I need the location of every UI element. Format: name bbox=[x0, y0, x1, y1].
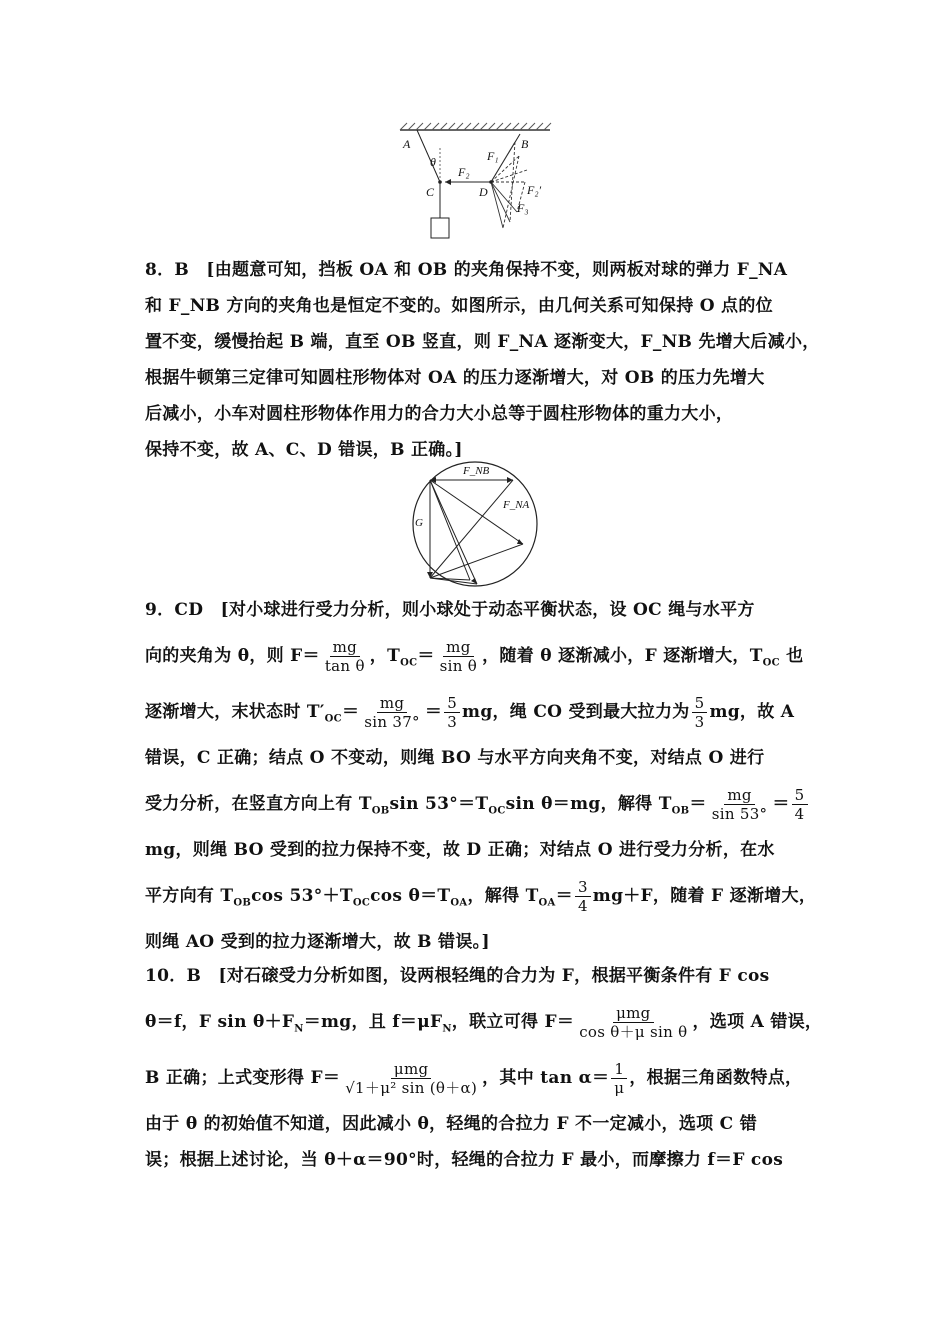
label-F2: F₂ bbox=[458, 165, 470, 179]
label-C: C bbox=[426, 185, 435, 199]
q10-line-1: 10．B [对石磙受力分析如图，设两根轻绳的合力为 F，根据平衡条件有 F cos bbox=[145, 966, 770, 986]
q9-line-2: 向的夹角为 θ，则 F＝ $\frac{mg}{\text{tan θ}}$ ，$T_{OC}=$ $\frac{mg}{\text{sin θ}}$ ，随着 θ 逐渐减小，F 逐渐增大，$T_{OC}$ 也 bbox=[145, 638, 804, 675]
label-F1: F₁ bbox=[487, 149, 499, 163]
frac-5-4: $\frac{5}{4}$ bbox=[792, 786, 808, 823]
figure-circle-forces bbox=[405, 460, 545, 590]
q8-line-4: 根据牛顿第三定律可知圆柱形物体对 OA 的压力逐渐增大，对 OB 的压力先增大 bbox=[145, 368, 765, 388]
label-F3: F₃ bbox=[517, 201, 529, 215]
frac-mg-sin37: $\frac{mg}{\sin 37^\circ}$ bbox=[364, 694, 420, 731]
label-B: B bbox=[521, 137, 529, 151]
q9-line-1: 9．CD [对小球进行受力分析，则小球处于动态平衡状态，设 OC 绳与水平方 bbox=[145, 600, 755, 620]
q10-line-3: B 正确；上式变形得 F＝ $\frac{\text{μmg}}{\text{√1＋μ² sin (θ＋α)}}$ ，其中 tan α＝ $\frac{1}{\mu}$ ，根据三角函数特点， bbox=[145, 1060, 803, 1097]
q9-line-8: 则绳 AO 受到的拉力逐渐增大，故 B 错误。] bbox=[145, 932, 490, 952]
label-G: G bbox=[415, 517, 423, 529]
q9-line-3: 逐渐增大，末状态时 $T'_{OC}=$ $\frac{mg}{\sin 37^\circ}$ ＝ $\frac{5}{3}$ mg，绳 CO 受到最大拉力为 $\frac{5}{3}$ mg，故 A bbox=[145, 694, 795, 731]
q9-line-4: 错误，C 正确；结点 O 不变动，则绳 BO 与水平方向夹角不变，对结点 O 进行 bbox=[145, 748, 765, 768]
frac-mg-tan: $\frac{mg}{\text{tan θ}}$ bbox=[324, 638, 365, 675]
frac-5-3: $\frac{5}{3}$ bbox=[444, 694, 460, 731]
q10-line-2: θ＝f，F $\sin \theta+F_N=mg$，且 $f=\mu F_N$，联立可得 F＝ $\frac{\text{μmg}}{\text{cos θ＋μ sin θ}}$ ，选项 A 错误， bbox=[145, 1004, 823, 1041]
answer-9 bbox=[145, 592, 817, 960]
q8-line-2: 和 F_NB 方向的夹角也是恒定不变的。如图所示，由几何关系可知保持 O 点的位 bbox=[145, 296, 773, 316]
q9-line-5: 受力分析，在竖直方向上有 $T_{OB}\sin$ $53^\circ=T_{OC}\sin$ θ＝mg，解得 $T_{OB}=$ $\frac{mg}{\sin 53^\circ}$ ＝ $\frac{5}{4}$ bbox=[145, 776, 809, 832]
label-FNB: F_NB bbox=[463, 465, 490, 477]
frac-1-mu: $\frac{1}{\mu}$ bbox=[611, 1060, 627, 1097]
frac-mg-sin53: $\frac{mg}{\sin 53^\circ}$ bbox=[711, 786, 768, 823]
q9-line-7: 平方向有 $T_{OB}\cos$ $53^\circ+T_{OC}\cos$ $\theta=T_{OA}$，解得 $T_{OA}=$ $\frac{3}{4}$ mg＋F，随着 F 逐渐增大， bbox=[145, 878, 817, 915]
figure-rope-forces bbox=[395, 120, 555, 245]
frac-umg-1: $\frac{\text{μmg}}{\text{cos θ＋μ sin θ}}$ bbox=[579, 1004, 688, 1041]
answer-8 bbox=[145, 252, 820, 468]
label-FNA: F_NA bbox=[503, 499, 530, 511]
q8-line-6: 保持不变，故 A、C、D 错误，B 正确。] bbox=[145, 440, 463, 460]
answer-10 bbox=[145, 958, 823, 1178]
q10-line-4: 由于 θ 的初始值不知道，因此减小 θ，轻绳的合拉力 F 不一定减小，选项 C 错 bbox=[145, 1114, 758, 1134]
q8-line-1: 8．B [由题意可知，挡板 OA 和 OB 的夹角保持不变，则两板对球的弹力 F_NA bbox=[145, 260, 788, 280]
q10-line-5: 误；根据上述讨论，当 θ＋α＝90°时，轻绳的合拉力 F 最小，而摩擦力 f＝F cos bbox=[145, 1150, 784, 1170]
frac-3-4: $\frac{3}{4}$ bbox=[575, 878, 591, 915]
q9-line-6: mg，则绳 BO 受到的拉力保持不变，故 D 正确；对结点 O 进行受力分析，在水 bbox=[145, 840, 775, 860]
frac-5-3-b: $\frac{5}{3}$ bbox=[692, 694, 708, 731]
label-F2-prime: F₂′ bbox=[527, 183, 542, 197]
frac-mg-sin: $\frac{mg}{\text{sin θ}}$ bbox=[439, 638, 478, 675]
q8-line-3: 置不变，缓慢抬起 B 端，直至 OB 竖直，则 F_NA 逐渐变大，F_NB 先增大后减小， bbox=[145, 332, 820, 352]
label-A: A bbox=[403, 137, 411, 151]
q8-line-5: 后减小，小车对圆柱形物体作用力的合力大小总等于圆柱形物体的重力大小， bbox=[145, 404, 734, 424]
label-theta: θ bbox=[430, 155, 436, 169]
label-D: D bbox=[479, 185, 488, 199]
frac-umg-2: $\frac{\text{μmg}}{\text{√1＋μ² sin (θ＋α)}}$ bbox=[345, 1060, 478, 1097]
